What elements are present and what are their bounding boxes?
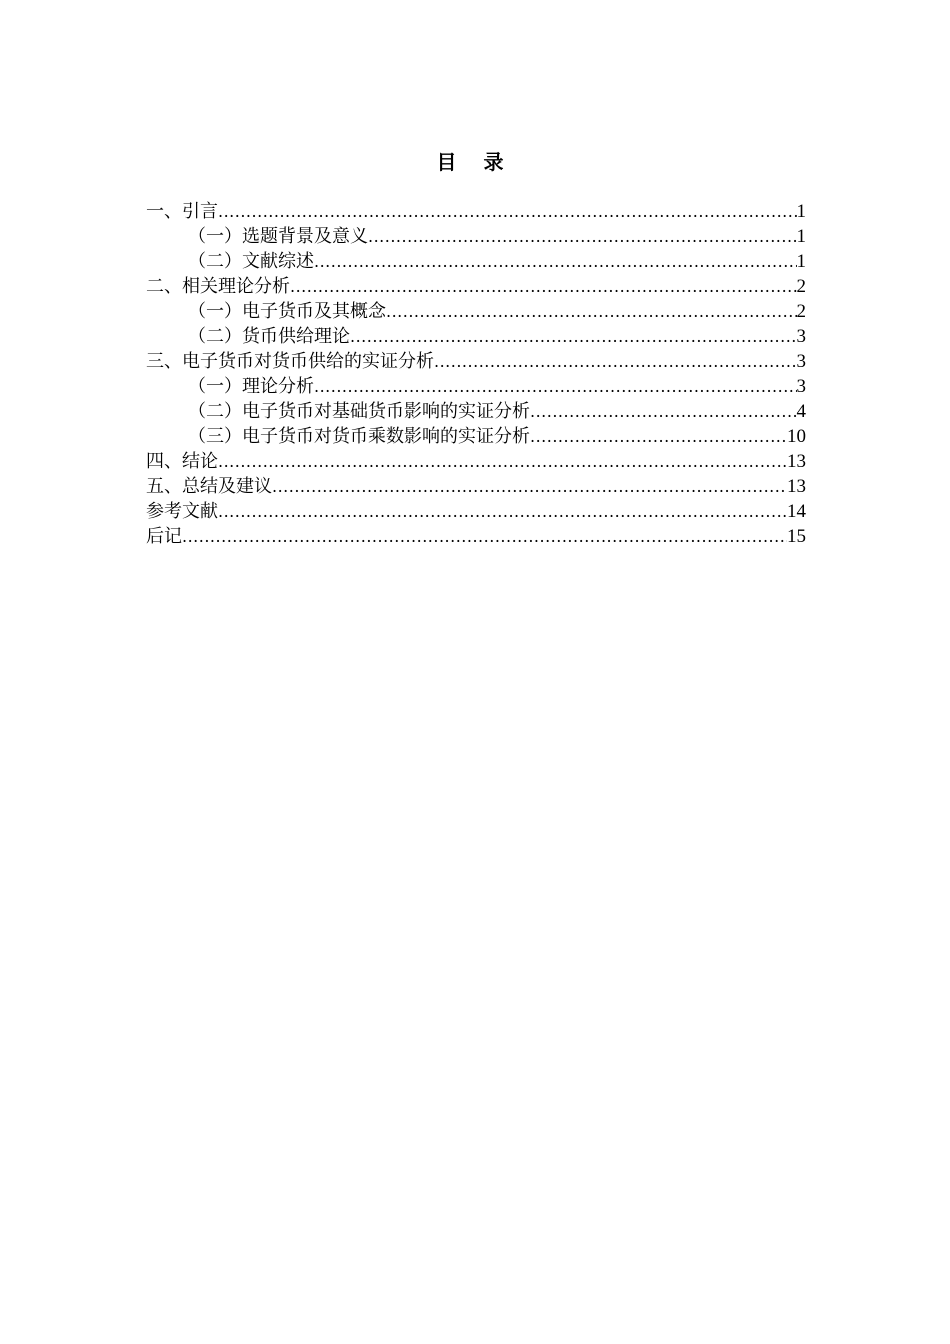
toc-entry-label: （三）电子货币对货币乘数影响的实证分析 bbox=[188, 426, 530, 447]
toc-leader-dots bbox=[218, 199, 797, 224]
toc-entry-page: 2 bbox=[796, 276, 806, 297]
toc-entry-conclusion[interactable] bbox=[146, 449, 806, 474]
toc-leader-dots bbox=[386, 299, 797, 324]
toc-leader-dots bbox=[530, 424, 787, 449]
toc-entry-theoretical-analysis[interactable] bbox=[146, 374, 806, 399]
toc-entry-label: 五、总结及建议 bbox=[146, 476, 272, 497]
toc-entry-summary-suggestions[interactable] bbox=[146, 474, 806, 499]
toc-entry-page: 13 bbox=[787, 476, 806, 497]
toc-entry-postscript[interactable] bbox=[146, 524, 806, 549]
toc-entry-page: 10 bbox=[787, 426, 806, 447]
toc-entry-label: （一）理论分析 bbox=[188, 376, 314, 397]
toc-entry-page: 14 bbox=[787, 501, 806, 522]
toc-entry-label: （二）电子货币对基础货币影响的实证分析 bbox=[188, 401, 530, 422]
toc-entry-label: 一、引言 bbox=[146, 201, 218, 222]
toc-leader-dots bbox=[314, 374, 797, 399]
toc-entry-label: （二）货币供给理论 bbox=[188, 326, 350, 347]
toc-entry-references[interactable] bbox=[146, 499, 806, 524]
toc-entry-page: 13 bbox=[787, 451, 806, 472]
toc-entry-label: 参考文献 bbox=[146, 501, 218, 522]
toc-leader-dots bbox=[314, 249, 797, 274]
toc-entry-literature-review[interactable] bbox=[146, 249, 806, 274]
toc-leader-dots bbox=[218, 449, 787, 474]
toc-entry-page: 15 bbox=[787, 526, 806, 547]
toc-entry-label: （一）选题背景及意义 bbox=[188, 226, 368, 247]
toc-entry-page: 1 bbox=[796, 201, 806, 222]
toc-entry-e-money-concept[interactable] bbox=[146, 299, 806, 324]
toc-leader-dots bbox=[218, 499, 787, 524]
toc-leader-dots bbox=[182, 524, 787, 549]
toc-entry-empirical-analysis[interactable] bbox=[146, 349, 806, 374]
toc-entry-page: 1 bbox=[796, 226, 806, 247]
toc-title: 目 录 bbox=[436, 150, 514, 174]
toc-entry-page: 2 bbox=[796, 301, 806, 322]
toc-entry-page: 3 bbox=[796, 326, 806, 347]
toc-entry-background[interactable] bbox=[146, 224, 806, 249]
toc-entry-introduction[interactable] bbox=[146, 199, 806, 224]
toc-entry-label: 后记 bbox=[146, 526, 182, 547]
toc-entry-page: 3 bbox=[796, 351, 806, 372]
toc-entry-money-supply-theory[interactable] bbox=[146, 324, 806, 349]
toc-entry-base-money-analysis[interactable] bbox=[146, 399, 806, 424]
toc-leader-dots bbox=[350, 324, 797, 349]
toc-leader-dots bbox=[272, 474, 787, 499]
toc-entry-money-multiplier-analysis[interactable] bbox=[146, 424, 806, 449]
toc-entry-label: 三、电子货币对货币供给的实证分析 bbox=[146, 351, 434, 372]
toc-leader-dots bbox=[290, 274, 797, 299]
table-of-contents bbox=[146, 199, 806, 549]
toc-entry-page: 4 bbox=[796, 401, 806, 422]
toc-entry-label: （一）电子货币及其概念 bbox=[188, 301, 386, 322]
toc-leader-dots bbox=[368, 224, 797, 249]
toc-entry-label: 二、相关理论分析 bbox=[146, 276, 290, 297]
toc-entry-label: 四、结论 bbox=[146, 451, 218, 472]
toc-entry-page: 1 bbox=[796, 251, 806, 272]
toc-leader-dots bbox=[530, 399, 797, 424]
toc-entry-label: （二）文献综述 bbox=[188, 251, 314, 272]
toc-leader-dots bbox=[434, 349, 797, 374]
toc-entry-theory[interactable] bbox=[146, 274, 806, 299]
toc-entry-page: 3 bbox=[796, 376, 806, 397]
